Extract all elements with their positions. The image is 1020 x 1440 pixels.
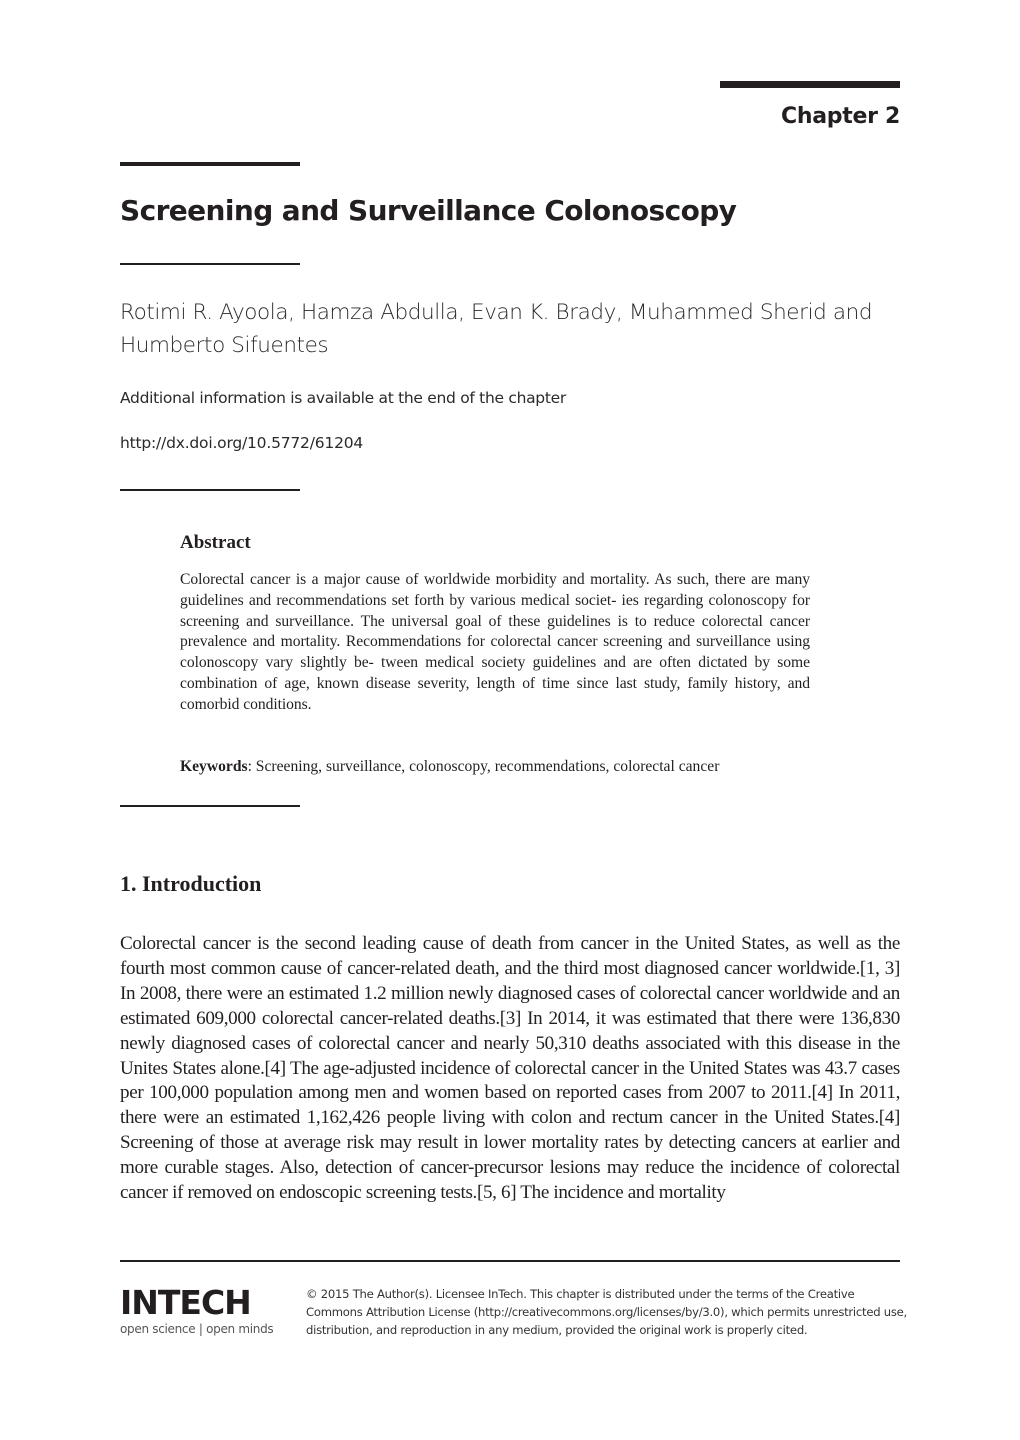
author-list: Rotimi R. Ayoola, Hamza Abdulla, Evan K. Brady, Muhammed Sherid and Humberto Sifuentes	[120, 300, 873, 358]
introduction-heading: 1. Introduction	[120, 871, 262, 896]
additional-info-note: Additional information is available at the end of the chapter	[120, 389, 566, 407]
abstract-heading: Abstract	[180, 532, 251, 553]
abstract-body: Colorectal cancer is a major cause of worldwide morbidity and mortality. As such, there are many guidelines and recommendations set forth by various medical societ- ies regarding colonoscopy for screening and surveillance. The universal goal of these guidelines is to reduce colorectal cancer prevalence and mortality. Recommendations for colorectal cancer screening and surveillance using colonoscopy vary slightly be- tween medical society guidelines and are often dictated by some combination of age, known disease severity, length of time since last study, family history, and comorbid conditions.	[180, 571, 810, 713]
title-bottom-rule	[120, 263, 300, 265]
logo-tagline: open science | open minds	[120, 1322, 274, 1336]
doi-link[interactable]: http://dx.doi.org/10.5772/61204	[120, 434, 364, 452]
article-title: Screening and Surveillance Colonoscopy	[120, 194, 737, 227]
keywords-line	[180, 758, 840, 776]
keywords-label: Keywords	[180, 758, 248, 775]
doi-rule	[120, 489, 300, 491]
title-top-rule	[120, 162, 300, 166]
license-notice: © 2015 The Author(s). Licensee InTech. This chapter is distributed under the terms of the Creative Commons Attribution License (http://creativecommons.org/licenses/by/3.0), which permits unrestricted use, distribution, and reproduction in any medium, provided the original work is properly cited.	[306, 1287, 907, 1338]
introduction-body: Colorectal cancer is the second leading cause of death from cancer in the United States, as well as the fourth most common cause of cancer-related death, and the third most diagnosed cancer worldwide.[1, 3] In 2008, there were an estimated 1.2 million newly diagnosed cases of colorectal cancer worldwide and an estimated 609,000 colorectal cancer-related deaths.[3] In 2014, it was estimated that there were 136,830 newly diagnosed cases of colorectal cancer and nearly 50,310 deaths associated with this disease in the Unites States alone.[4] The age-adjusted incidence of colorectal cancer in the United States was 43.7 cases per 100,000 population among men and women based on reported cases from 2007 to 2011.[4] In 2011, there were an estimated 1,162,426 people living with colon and rectum cancer in the United States.[4] Screening of those at average risk may result in lower mortality rates by detecting cancers at earlier and more curable stages. Also, detection of cancer-precursor lesions may reduce the incidence of colorectal cancer if removed on endoscopic screening tests.[5, 6] The incidence and mortality	[120, 933, 900, 1204]
chapter-top-rule	[720, 81, 900, 88]
abstract-end-rule	[120, 805, 300, 807]
chapter-label: Chapter 2	[781, 104, 900, 129]
publisher-logo	[120, 1283, 274, 1336]
keywords-list: : Screening, surveillance, colonoscopy, recommendations, colorectal cancer	[247, 758, 720, 775]
logo-wordmark: INTECH	[120, 1283, 251, 1322]
footer-rule	[120, 1260, 900, 1262]
